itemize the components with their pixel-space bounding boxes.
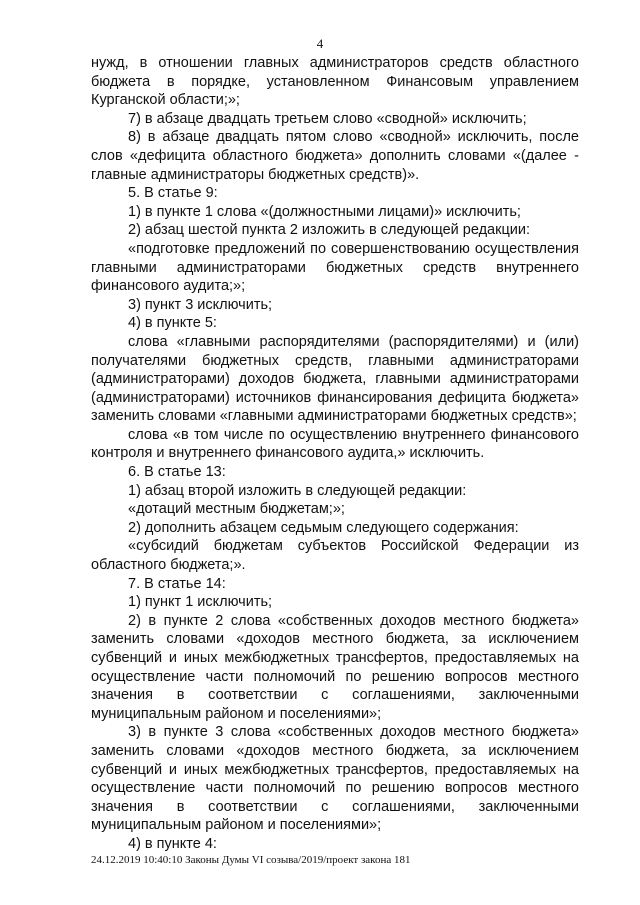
paragraph: «подготовке предложений по совершенствованию осуществления главными администраторами бюджетных средств внутреннего финансового аудита;»; <box>91 240 579 295</box>
paragraph: 6. В статье 13: <box>128 464 226 481</box>
paragraph: «субсидий бюджетам субъектов Российской Федерации из областного бюджета;». <box>91 538 579 574</box>
paragraph: 3) пункт 3 исключить; <box>128 296 273 313</box>
paragraph: 3) в пункте 3 слова «собственных доходов местного бюджета» заменить словами «доходов местного бюджета, за исключением субвенций и иных межбюджетных трансфертов, предоставляемых на осуществление части полномочий по решению вопросов местного значения в соответствии с соглашениями, заключенными муниципальным районом и поселениями»; <box>91 724 579 834</box>
paragraph: 1) в пункте 1 слова «(должностными лицами)» исключить; <box>128 203 521 220</box>
paragraph: 7) в абзаце двадцать третьем слово «сводной» исключить; <box>128 110 527 127</box>
paragraph: 2) абзац шестой пункта 2 изложить в следующей редакции: <box>128 222 530 239</box>
paragraph: 2) в пункте 2 слова «собственных доходов местного бюджета» заменить словами «доходов местного бюджета, за исключением субвенций и иных межбюджетных трансфертов, предоставляемых на осуществление части полномочий по решению вопросов местного значения в соответствии с соглашениями, заключенными муниципальным районом и поселениями»; <box>91 612 579 722</box>
paragraph: 5. В статье 9: <box>128 185 218 202</box>
paragraph: 7. В статье 14: <box>128 575 226 592</box>
paragraph: 1) абзац второй изложить в следующей редакции: <box>128 482 467 499</box>
paragraph: слова «главными распорядителями (распорядителями) и (или) получателями бюджетных средств, главными администраторами (администраторами) доходов бюджета, главными администраторами (администраторами) источников финансирования дефицита бюджета» заменить словами «главными администраторами бюджетных средств»; <box>91 333 579 425</box>
paragraph: нужд, в отношении главных администраторов средств областного бюджета в порядке, установленном Финансовым управлением Курганской области;»; <box>91 55 579 109</box>
paragraph: «дотаций местным бюджетам;»; <box>128 501 345 518</box>
paragraph: 2) дополнить абзацем седьмым следующего содержания: <box>128 519 519 536</box>
paragraph: 4) в пункте 4: <box>128 835 217 852</box>
paragraph: слова «в том числе по осуществлению внутреннего финансового контроля и внутреннего финансового аудита,» исключить. <box>91 426 579 462</box>
document-footer: 24.12.2019 10:40:10 Законы Думы VI созыва/2019/проект закона 181 <box>91 854 411 866</box>
paragraph: 1) пункт 1 исключить; <box>128 594 273 611</box>
page-number: 4 <box>316 36 324 51</box>
document-body <box>91 54 579 854</box>
paragraph: 4) в пункте 5: <box>128 315 217 332</box>
paragraph: 8) в абзаце двадцать пятом слово «сводной» исключить, после слов «дефицита областного бюджета» дополнить словами «(далее - главные администраторы бюджетных средств)». <box>91 129 579 183</box>
